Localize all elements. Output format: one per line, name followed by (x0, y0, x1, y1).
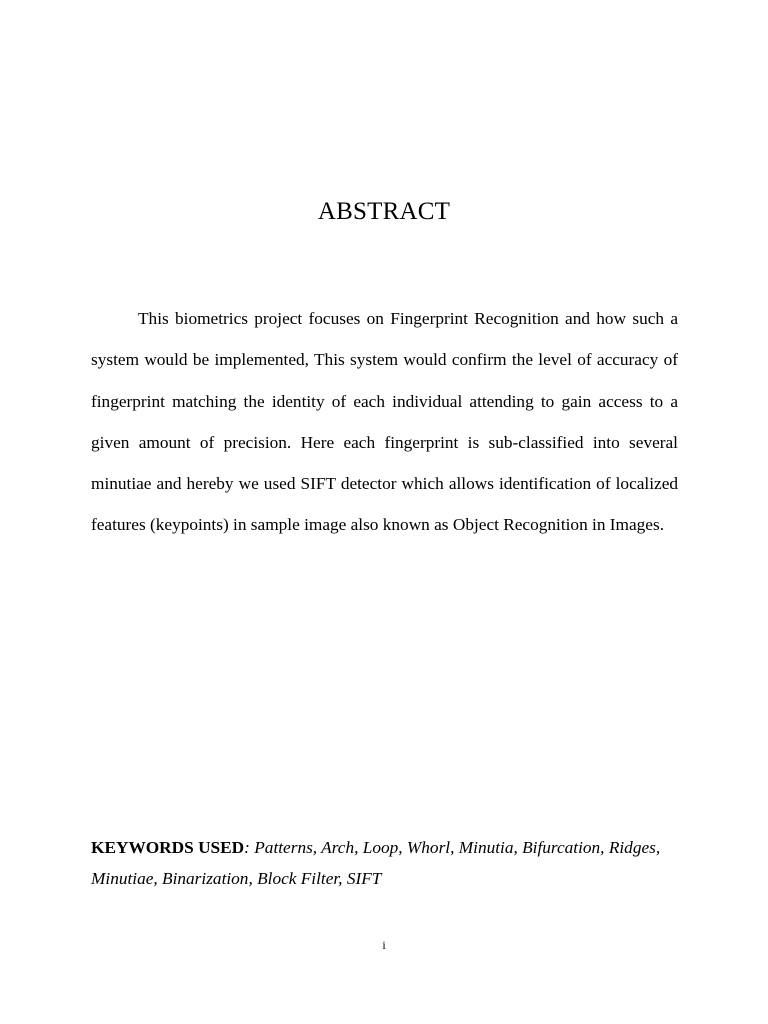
keywords-list: : Patterns, Arch, Loop, Whorl, Minutia, Bifurcation, Ridges, Minutiae, Binarization, Block Filter, SIFT (91, 838, 661, 888)
keywords-paragraph (91, 832, 681, 894)
page-title: ABSTRACT (317, 198, 451, 225)
page-number: i (382, 938, 386, 952)
keywords-label: KEYWORDS USED (91, 838, 245, 857)
abstract-paragraph: This biometrics project focuses on Fingerprint Recognition and how such a system would be implemented, This system would confirm the level of accuracy of fingerprint matching the identity of each individual attending to gain access to a given amount of precision. Here each fingerprint is sub-classified into several minutiae and hereby we used SIFT detector which allows identification of localized features (keypoints) in sample image also known as Object Recognition in Images. (91, 309, 678, 535)
